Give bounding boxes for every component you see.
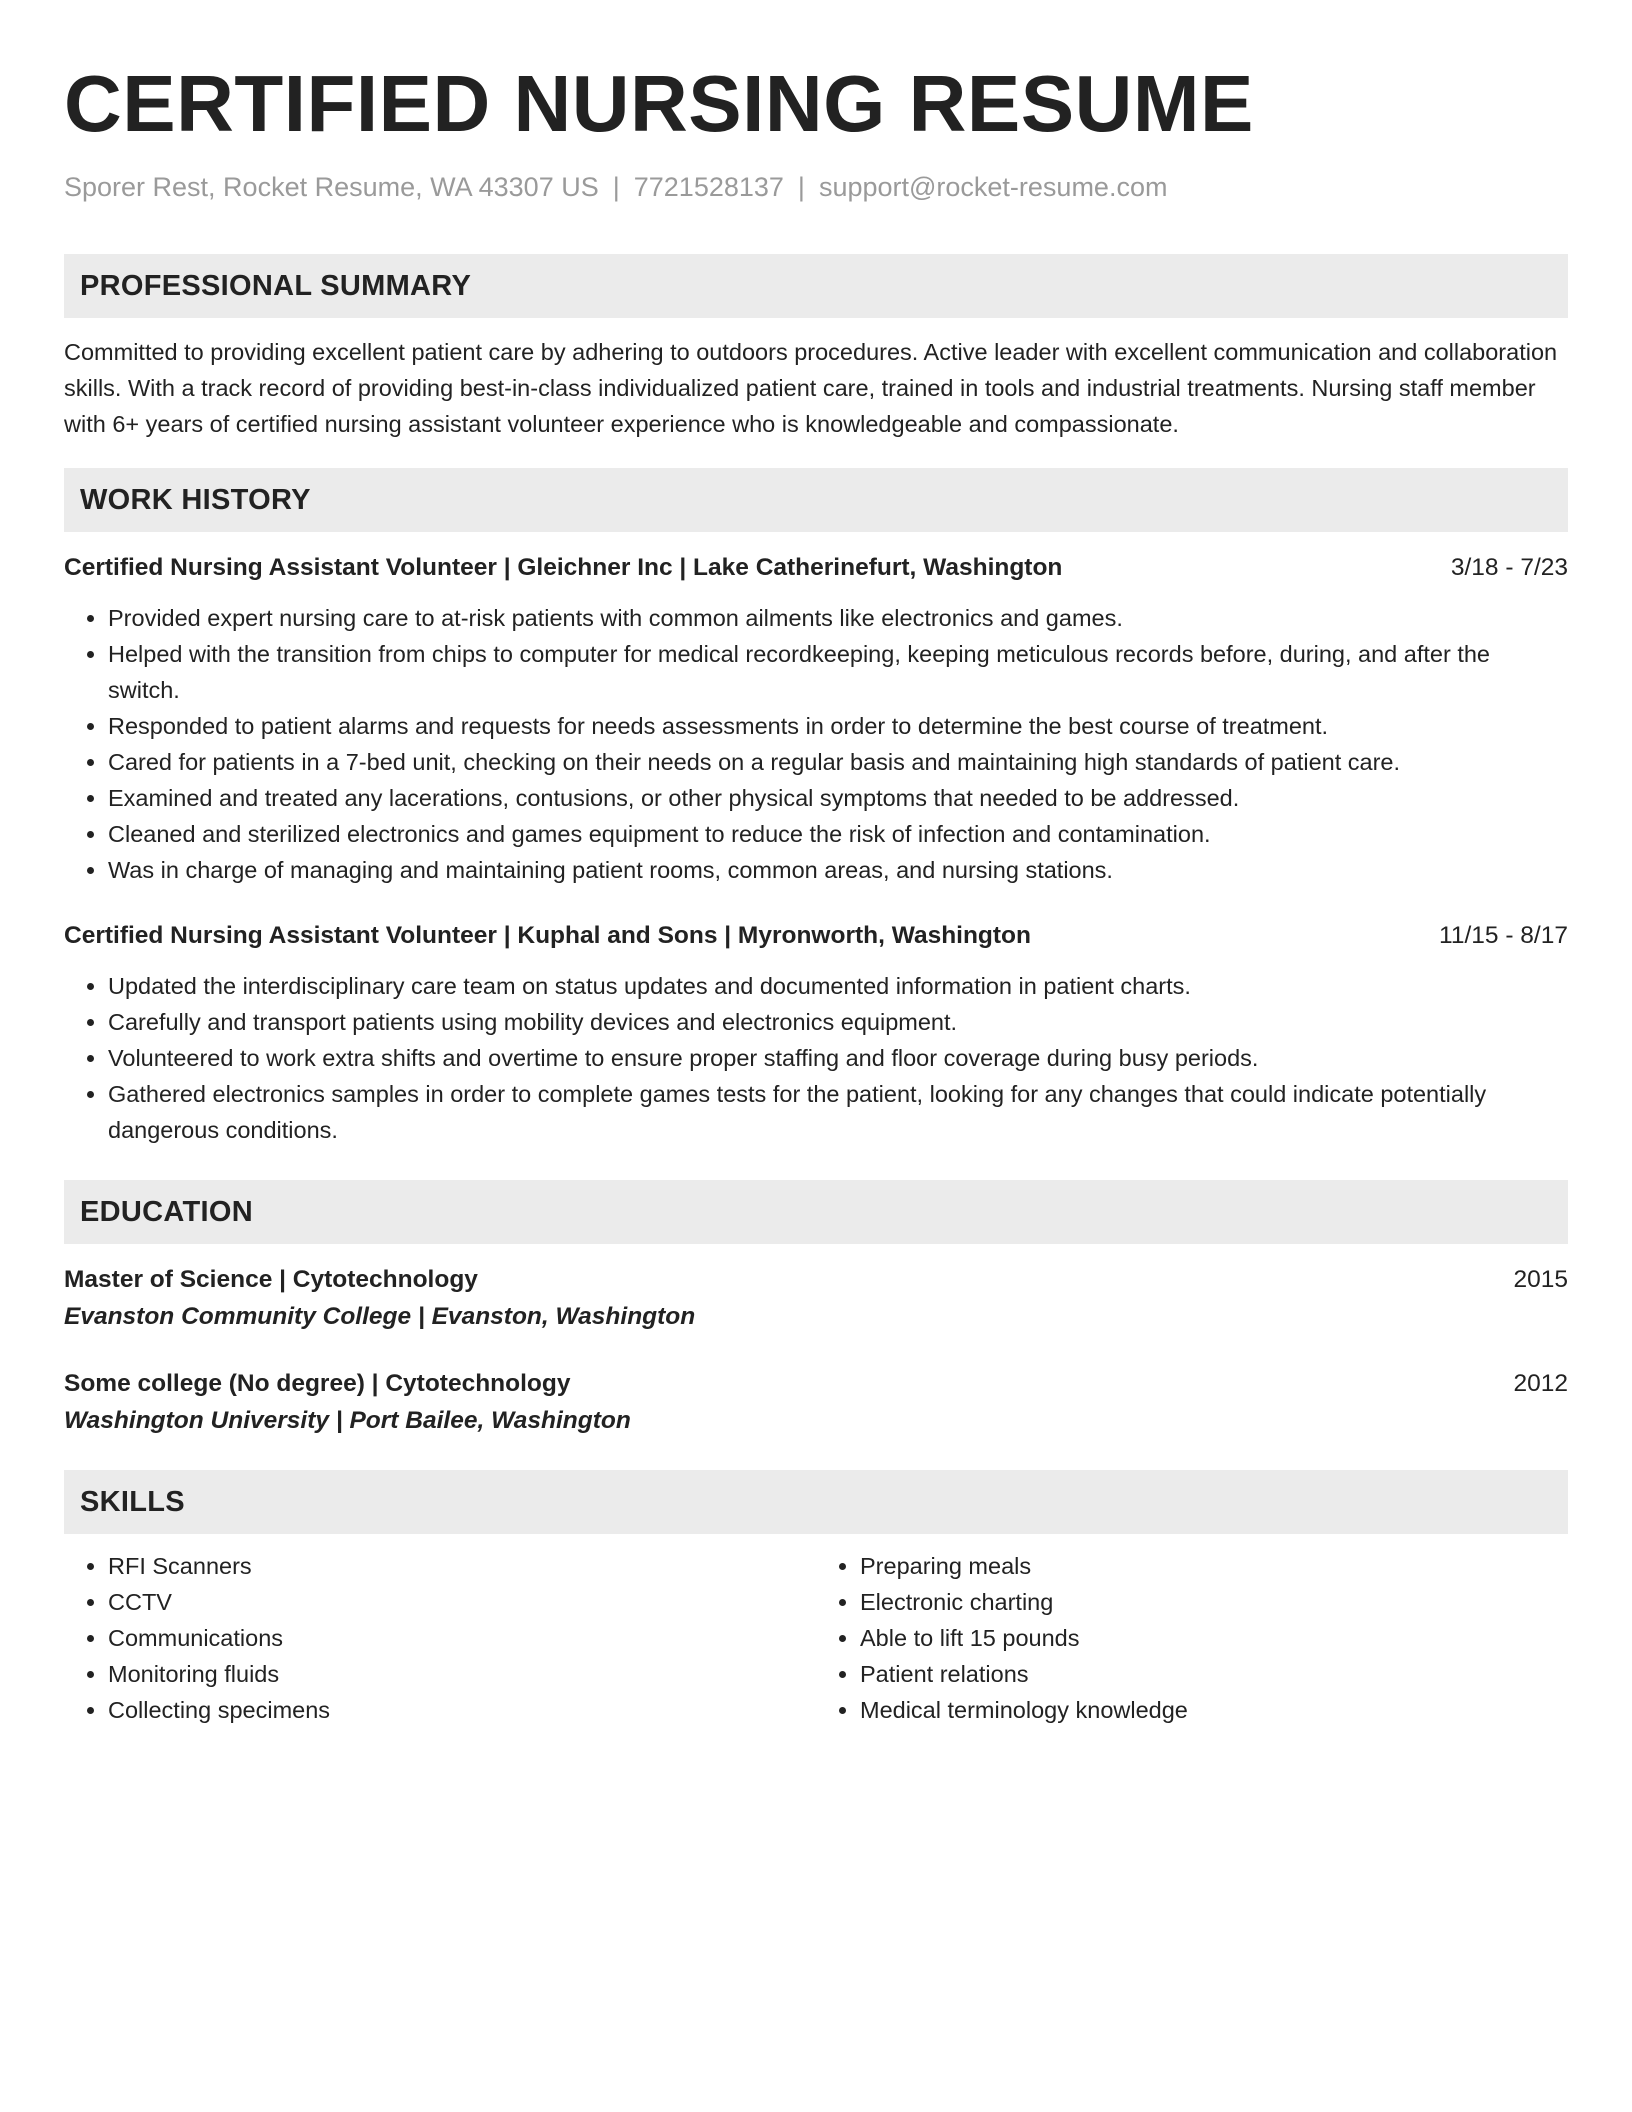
skills-column-left (64, 1548, 816, 1728)
job-bullet: • Updated the interdisciplinary care team on status updates and documented information in patient charts. (108, 968, 1568, 1004)
skill-item: • Preparing meals (860, 1548, 1568, 1584)
job-bullet: • Cared for patients in a 7-bed unit, checking on their needs on a regular basis and maintaining high standards of patient care. (108, 744, 1568, 780)
education-school: Evanston Community College | Evanston, Washington (64, 1303, 696, 1330)
job-bullet: • Provided expert nursing care to at-risk patients with common ailments like electronics and games. (108, 600, 1568, 636)
job-bullet: • Cleaned and sterilized electronics and games equipment to reduce the risk of infection and contamination. (108, 816, 1568, 852)
skill-item: • RFI Scanners (108, 1548, 816, 1584)
job-bullet: • Was in charge of managing and maintaining patient rooms, common areas, and nursing stations. (108, 852, 1568, 888)
job-header (64, 918, 1568, 954)
education-year: 2012 (1513, 1370, 1568, 1397)
job-bullet: • Helped with the transition from chips to computer for medical recordkeeping, keeping meticulous records before, during, and after the switch. (108, 636, 1568, 708)
contact-separator: | (797, 172, 805, 202)
section-header-summary: PROFESSIONAL SUMMARY (64, 254, 1568, 318)
skills-list (816, 1548, 1568, 1728)
job-bullets (64, 968, 1568, 1148)
job-entry (64, 918, 1568, 1148)
skill-item: • Monitoring fluids (108, 1656, 816, 1692)
contact-address: Sporer Rest, Rocket Resume, WA 43307 US (64, 172, 599, 202)
skills-grid (64, 1548, 1568, 1728)
job-title: Certified Nursing Assistant Volunteer | Gleichner Inc | Lake Catherinefurt, Washington (64, 554, 1063, 581)
skill-item: • CCTV (108, 1584, 816, 1620)
contact-email: support@rocket-resume.com (818, 172, 1168, 202)
section-header-education: EDUCATION (64, 1180, 1568, 1244)
education-entry (64, 1262, 1568, 1336)
education-degree: Some college (No degree) | Cytotechnology (64, 1370, 571, 1397)
education-year: 2015 (1513, 1266, 1568, 1293)
job-bullet: • Carefully and transport patients using mobility devices and electronics equipment. (108, 1004, 1568, 1040)
skill-item: • Electronic charting (860, 1584, 1568, 1620)
job-bullet: • Responded to patient alarms and requests for needs assessments in order to determine the best course of treatment. (108, 708, 1568, 744)
education-entry (64, 1366, 1568, 1440)
job-dates: 3/18 - 7/23 (1450, 554, 1568, 581)
job-entry (64, 550, 1568, 888)
skill-item: • Communications (108, 1620, 816, 1656)
job-bullet: • Gathered electronics samples in order to complete games tests for the patient, looking for any changes that could indicate potentially dangerous conditions. (108, 1076, 1568, 1148)
job-bullets (64, 600, 1568, 888)
contact-separator: | (612, 172, 620, 202)
job-title: Certified Nursing Assistant Volunteer | Kuphal and Sons | Myronworth, Washington (64, 922, 1031, 949)
job-bullet: • Examined and treated any lacerations, contusions, or other physical symptoms that needed to be addressed. (108, 780, 1568, 816)
education-header (64, 1366, 1568, 1402)
skill-item: • Able to lift 15 pounds (860, 1620, 1568, 1656)
job-bullet: • Volunteered to work extra shifts and overtime to ensure proper staffing and floor coverage during busy periods. (108, 1040, 1568, 1076)
education-degree: Master of Science | Cytotechnology (64, 1266, 478, 1293)
education-school: Washington University | Port Bailee, Washington (64, 1407, 631, 1434)
skills-list (64, 1548, 816, 1728)
contact-line (64, 170, 1568, 204)
job-header (64, 550, 1568, 586)
section-header-work-history: WORK HISTORY (64, 468, 1568, 532)
skills-column-right (816, 1548, 1568, 1728)
skill-item: • Medical terminology knowledge (860, 1692, 1568, 1728)
resume-title: CERTIFIED NURSING RESUME (64, 59, 1254, 148)
education-header (64, 1262, 1568, 1298)
skill-item: • Collecting specimens (108, 1692, 816, 1728)
contact-phone: 7721528137 (633, 172, 784, 202)
job-dates: 11/15 - 8/17 (1439, 922, 1568, 949)
section-header-skills: SKILLS (64, 1470, 1568, 1534)
summary-text: Committed to providing excellent patient care by adhering to outdoors procedures. Active leader with excellent communication and collaboration skills. With a track record of providing best-in-class individualized patient care, trained in tools and industrial treatments. Nursing staff member with 6+ years of certified nursing assistant volunteer experience who is knowledgeable and compassionate. (64, 339, 1558, 437)
skill-item: • Patient relations (860, 1656, 1568, 1692)
